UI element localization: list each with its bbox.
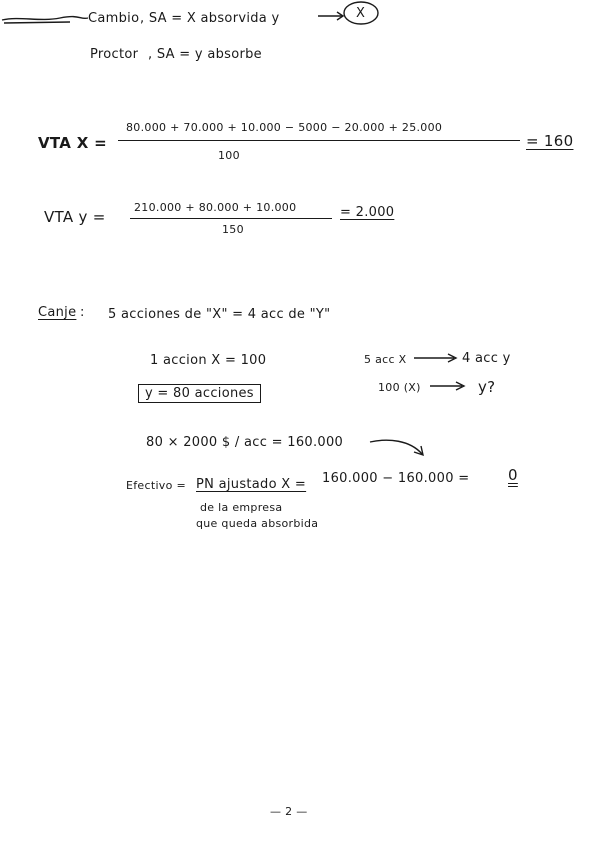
canje-label: Canje [38,305,77,320]
line1-label: Cambio [88,11,140,26]
line2-label: Proctor [90,47,139,62]
scribble-mark [0,12,90,26]
line1-circled: X [356,6,366,21]
vta-y-label: VTA y = [44,208,106,226]
pn-sub2: que queda absorbida [196,517,319,530]
vta-x-fraction-bar [118,140,520,141]
vta-y-fraction-bar [130,218,332,219]
canje-right-line1-b: 4 acc y [462,351,511,366]
canje-right-line2-a: 100 (X) [378,381,421,394]
canje-left-boxed: y = 80 acciones [138,384,261,403]
page-number: — 2 — [270,805,308,818]
vta-x-denominator: 100 [218,149,240,162]
arrow-right-icon [430,380,468,392]
canje-right-line1-a: 5 acc X [364,353,407,366]
pn-sub1: de la empresa [200,501,283,514]
vta-y-numerator: 210.000 + 80.000 + 10.000 [134,201,297,214]
vta-y-denominator: 150 [222,223,244,236]
line2-text: , SA = y absorbe [148,47,262,62]
vta-x-result: = 160 [526,132,574,150]
canje-right-line2-b: y? [478,378,496,396]
calc-line: 80 × 2000 $ / acc = 160.000 [146,435,344,450]
pn-ajustado: PN ajustado X = [196,477,307,492]
canje-text: 5 acciones de "X" = 4 acc de "Y" [108,307,331,322]
canje-left-line1: 1 accion X = 100 [150,353,267,368]
line1-text: , SA = X absorvida y [140,11,280,26]
canje-colon: : [80,305,85,320]
calc-result-b: 0 [508,466,518,484]
efectivo-label: Efectivo = [126,479,186,492]
arrow-right-icon [414,352,460,364]
vta-x-label: VTA X = [38,134,107,152]
calc-result-a: 160.000 − 160.000 = [322,471,470,486]
vta-y-result: = 2.000 [340,205,395,220]
vta-x-numerator: 80.000 + 70.000 + 10.000 − 5000 − 20.000 + 25.000 [126,121,443,134]
curved-arrow-icon [368,432,428,462]
